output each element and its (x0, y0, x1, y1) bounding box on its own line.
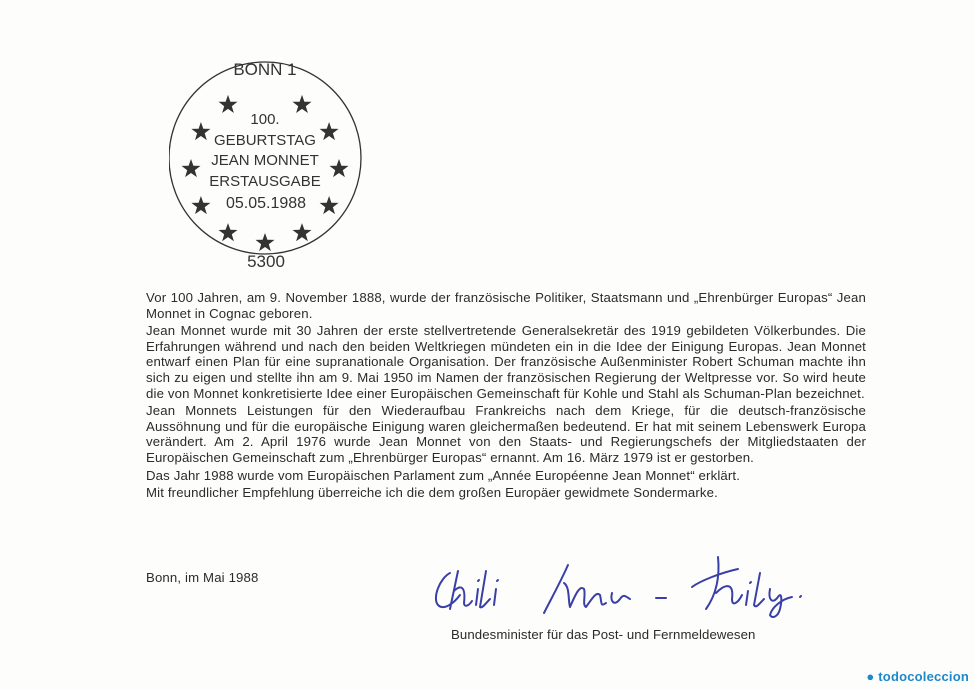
eu-star-icon (293, 95, 312, 113)
watermark-bullet-icon: ● (866, 669, 879, 684)
postmark-line-2: GEBURTSTAG (214, 132, 316, 149)
eu-star-icon (191, 122, 210, 140)
signatory-title: Bundesminister für das Post- und Fernmeldewesen (451, 627, 756, 642)
eu-star-icon (219, 223, 238, 241)
eu-star-icon (293, 223, 312, 241)
eu-star-icon (320, 196, 339, 214)
place-and-date: Bonn, im Mai 1988 (146, 570, 259, 585)
postmark-line-4: ERSTAUSGABE (209, 173, 321, 190)
postmark-postcode: 5300 (247, 252, 285, 271)
paragraph-monnet-year: Das Jahr 1988 wurde vom Europäischen Parlament zum „Année Européenne Jean Monnet“ erklärt. (146, 467, 741, 483)
eu-star-icon (330, 159, 349, 177)
paragraph-career: Jean Monnet wurde mit 30 Jahren der erste stellvertretende Generalsekretär des 1919 gebildeten Völkerbundes. Die Erfahrungen während und nach den beiden Weltkriegen mündeten ein in die Idee der Einigung Europas. Jean Monnet entwarf einen Plan für eine supranationale Organisation. Der französische Außenminister Robert Schuman machte ihn sich zu eigen und stellte ihn am 9. Mai 1950 im Namen der französischen Regierung der Weltpresse vor. So wird heute die von Monnet konkretisierte Idee einer Europäischen Gemeinschaft für Kohle und Stahl als Schuman-Plan bezeichnet. (146, 323, 866, 401)
postmark-city: BONN 1 (233, 60, 297, 79)
eu-star-icon (256, 233, 275, 251)
letter-body (146, 290, 866, 501)
postmark-date: 05.05.1988 (225, 195, 307, 212)
paragraph-birth: Vor 100 Jahren, am 9. November 1888, wurde der französische Politiker, Staatsmann und „Ehrenbürger Europas“ Jean Monnet in Cognac geboren. (146, 290, 866, 321)
eu-star-icon (182, 159, 201, 177)
postmark-line-1: 100. (250, 111, 280, 128)
signature (420, 543, 852, 623)
watermark-text: todocoleccion (878, 669, 969, 684)
eu-star-icon (191, 196, 210, 214)
eu-star-icon (219, 95, 238, 113)
paragraph-legacy: Jean Monnets Leistungen für den Wiederaufbau Frankreichs nach dem Kriege, für die deutsch-französische Aussöhnung und für die europäische Einigung waren gleichermaßen bedeutend. Er hat mit seinem Lebenswerk Europa verändert. Am 2. April 1976 wurde Jean Monnet von den Staats- und Regierungschefs der Mitgliedstaaten der Europäischen Gemeinschaft zum „Ehrenbürger Europas“ ernannt. Am 16. März 1979 ist er gestorben. (146, 403, 866, 465)
postmark-line-3: JEAN MONNET (211, 152, 319, 169)
paragraph-recommendation: Mit freundlicher Empfehlung überreiche ich die dem großen Europäer gewidmete Sondermarke. (146, 485, 718, 501)
postmark-stamp (169, 38, 370, 278)
eu-star-icon (320, 122, 339, 140)
watermark (866, 669, 969, 684)
